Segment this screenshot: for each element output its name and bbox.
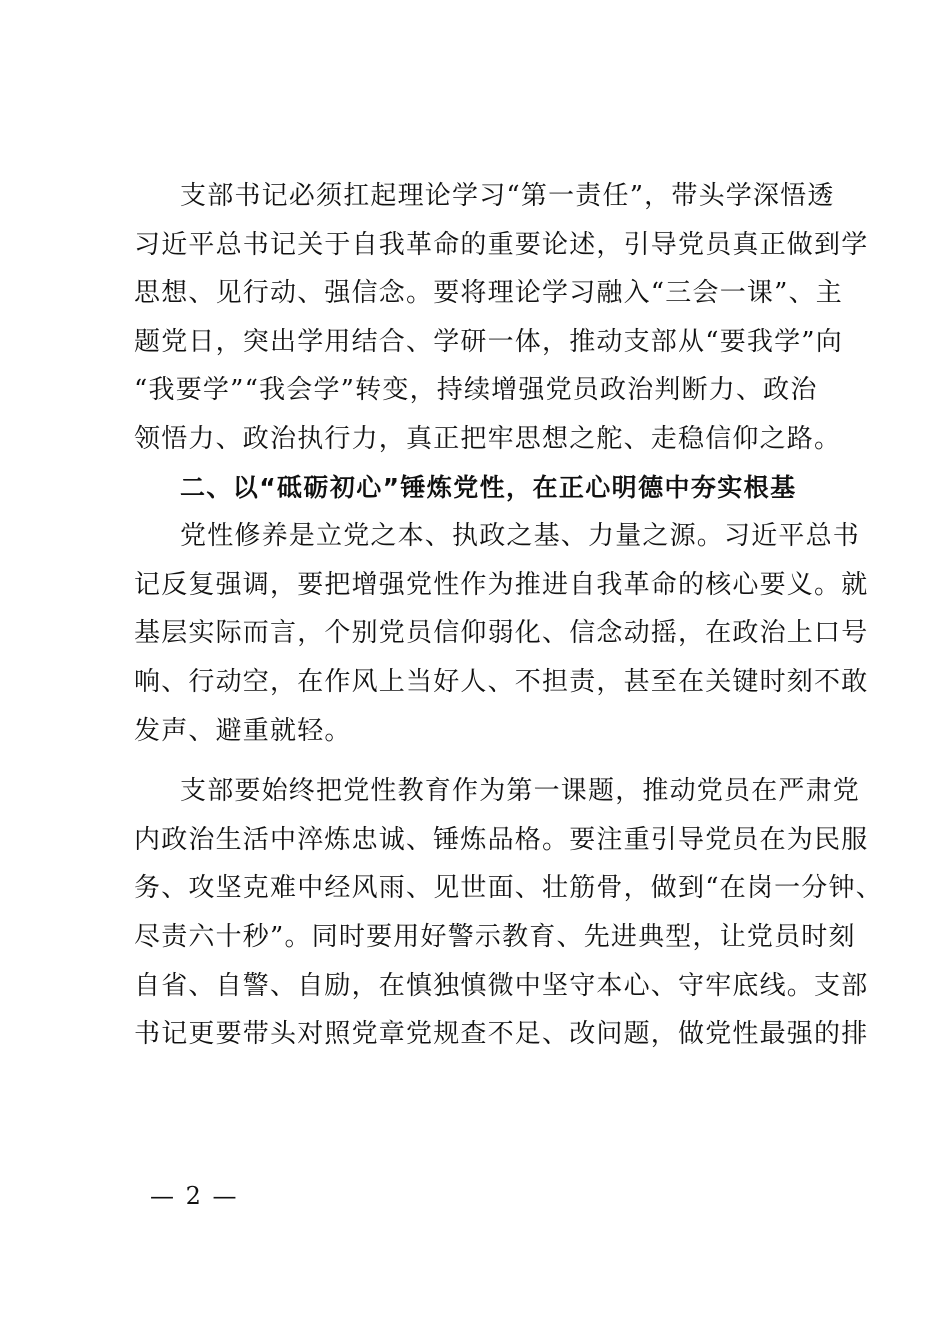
paragraph-3-line-2: 内政治生活中淬炼忠诚、锤炼品格。要注重引导党员在为民服 (134, 824, 869, 855)
paragraph-1-line-1: 支部书记必须扛起理论学习“第一责任”，带头学深悟透 (180, 181, 835, 211)
paragraph-1-line-2: 习近平总书记关于自我革命的重要论述，引导党员真正做到学 (134, 229, 869, 260)
paragraph-2-line-3: 基层实际而言，个别党员信仰弱化、信念动摇，在政治上口号 (134, 618, 869, 649)
paragraph-2-line-2: 记反复强调，要把增强党性作为推进自我革命的核心要义。就 (134, 569, 869, 600)
paragraph-3-line-3: 务、攻坚克难中经风雨、见世面、壮筋骨，做到“在岗一分钟、 (134, 873, 883, 904)
paragraph-gap (134, 755, 824, 767)
paragraph-1-line-4: 题党日，突出学用结合、学研一体，推动支部从“要我学”向 (134, 326, 843, 357)
paragraph-1-line-5: “我要学”“我会学”转变，持续增强党员政治判断力、政治 (134, 375, 818, 406)
paragraph-3-line-1: 支部要始终把党性教育作为第一课题，推动党员在严肃党 (180, 776, 861, 807)
paragraph-2-line-4: 响、行动空，在作风上当好人、不担责，甚至在关键时刻不敢 (134, 666, 869, 697)
page-number: — 2 — (150, 1182, 239, 1210)
paragraph-3-line-6: 书记更要带头对照党章党规查不足、改问题，做党性最强的排 (134, 1019, 869, 1050)
document-body (134, 172, 883, 1059)
paragraph-3-line-5: 自省、自警、自励，在慎独慎微中坚守本心、守牢底线。支部 (134, 970, 869, 1001)
paragraph-2-line-5: 发声、避重就轻。 (134, 715, 352, 746)
paragraph-1-line-6: 领悟力、政治执行力，真正把牢思想之舵、走稳信仰之路。 (134, 423, 842, 454)
section-heading: 二、以“砥砺初心”锤炼党性，在正心明德中夯实根基 (180, 472, 797, 502)
paragraph-2-line-1: 党性修养是立党之本、执政之基、力量之源。习近平总书 (180, 521, 861, 552)
paragraph-3-line-4: 尽责六十秒”。同时要用好警示教育、先进典型，让党员时刻 (134, 921, 856, 952)
paragraph-1-line-3: 思想、见行动、强信念。要将理论学习融入“三会一课”、主 (134, 278, 843, 309)
